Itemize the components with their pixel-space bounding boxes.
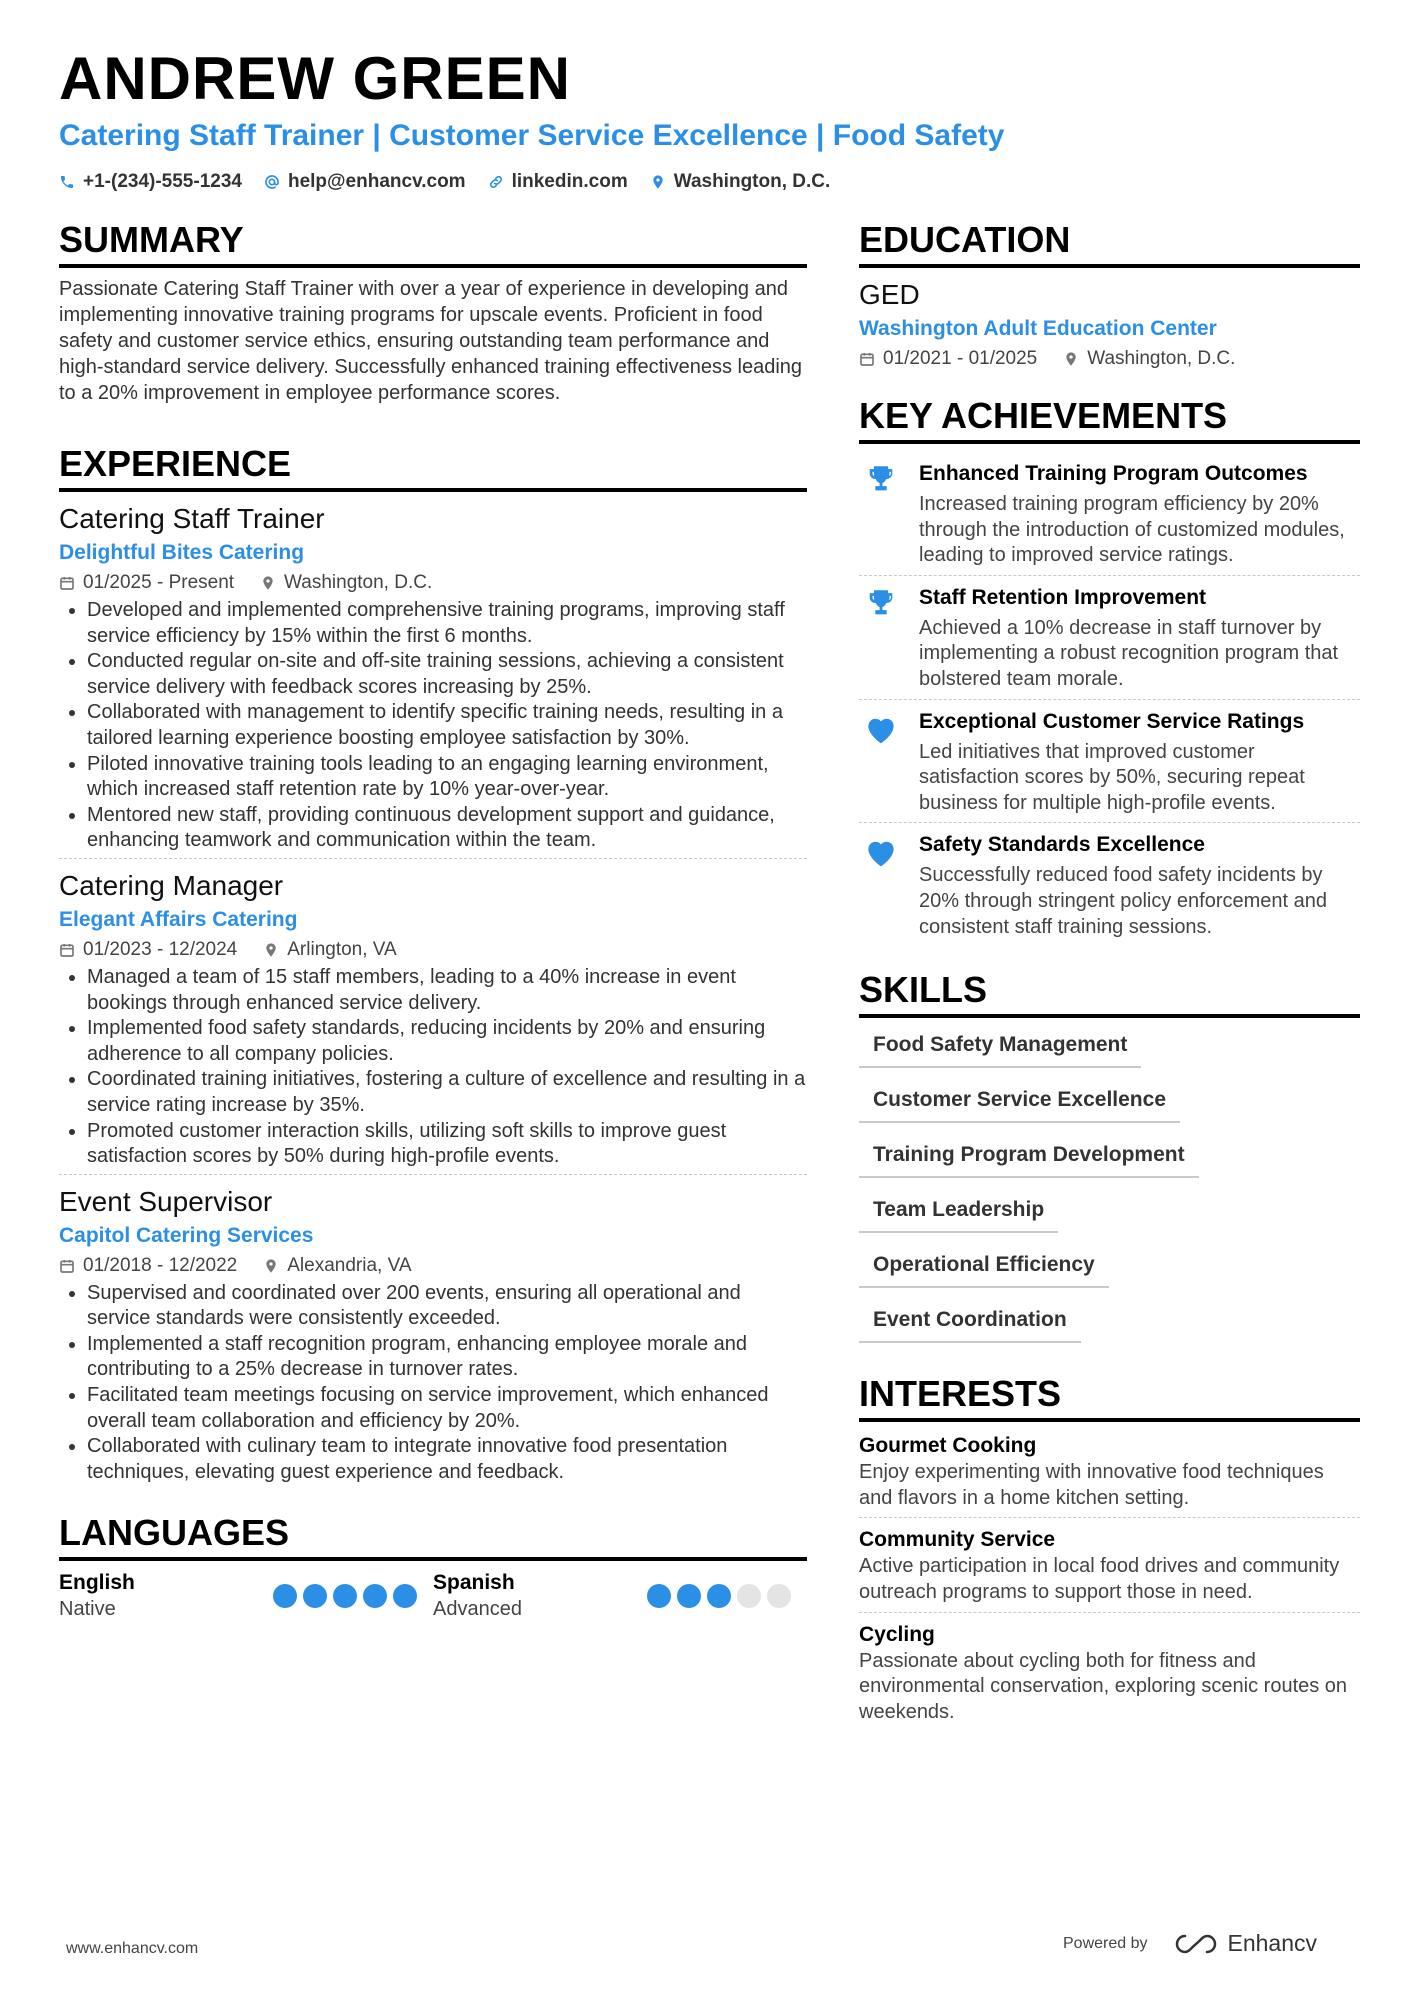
headline-title: Catering Staff Trainer | Customer Service Excellence | Food Safety <box>59 119 1005 152</box>
languages-list <box>59 1569 807 1623</box>
bullet: • Supervised and coordinated over 200 events, ensuring all operational and service standards were consistently exceeded. <box>87 1281 807 1332</box>
rating-dot-filled <box>647 1584 671 1608</box>
job-company: Elegant Affairs Catering <box>59 907 298 931</box>
education-school: Washington Adult Education Center <box>859 317 1217 340</box>
rating-dot-filled <box>363 1584 387 1608</box>
achievement-desc: Led initiatives that improved customer satisfaction scores by 50%, securing repeat business for multiple high-profile events. <box>919 740 1305 814</box>
bullet: • Collaborated with culinary team to integrate innovative food presentation techniques, elevating guest experience and feedback. <box>87 1434 807 1485</box>
experience-heading: EXPERIENCE <box>59 442 807 492</box>
contact-location <box>650 170 831 194</box>
link-icon <box>488 174 504 190</box>
at-icon <box>264 174 280 190</box>
language-level: Native <box>59 1598 116 1621</box>
achievement-desc: Increased training program efficiency by 20% through the introduction of customized modules, leading to improved service ratings. <box>919 493 1345 567</box>
experience-entry <box>59 1183 807 1490</box>
bullet: • Mentored new staff, providing continuous development support and guidance, enhancing teamwork and communication within the team. <box>87 803 807 854</box>
phone-icon <box>59 174 75 190</box>
location-pin-icon <box>263 942 279 958</box>
interest-item <box>859 1524 1360 1612</box>
job-bullets <box>59 965 807 1170</box>
skill-tag: Operational Efficiency <box>859 1246 1109 1288</box>
rating-dot-filled <box>707 1584 731 1608</box>
job-company: Delightful Bites Catering <box>59 541 305 564</box>
footer-branding <box>1063 1930 1317 1957</box>
bullet: • Conducted regular on-site and off-site training sessions, achieving a consistent service delivery with feedback scores increasing by 25%. <box>87 649 807 700</box>
enhancv-logo[interactable] <box>1174 1930 1318 1957</box>
interest-item <box>859 1430 1360 1518</box>
left-column <box>59 218 807 1623</box>
skills-heading: SKILLS <box>859 968 1360 1018</box>
achievement-title: Safety Standards Excellence <box>919 833 1205 857</box>
language-item <box>59 1569 433 1623</box>
job-meta <box>59 935 807 965</box>
right-column <box>859 218 1360 1737</box>
enhancv-logo-icon <box>1174 1933 1218 1955</box>
interest-desc: Passionate about cycling both for fitness and environmental conservation, exploring scenic routes on weekends. <box>859 1649 1348 1723</box>
bullet: • Managed a team of 15 staff members, leading to a 40% increase in event bookings through enhanced service delivery. <box>87 965 807 1016</box>
interest-title: Community Service <box>859 1528 1056 1552</box>
email-text: help@enhancv.com <box>287 171 466 192</box>
rating-dot-filled <box>273 1584 297 1608</box>
rating-dot-filled <box>393 1584 417 1608</box>
bullet: • Implemented food safety standards, reducing incidents by 20% and ensuring adherence to all company policies. <box>87 1016 807 1067</box>
achievement-item <box>859 823 1360 946</box>
job-location: Arlington, VA <box>287 938 397 960</box>
job-meta <box>59 1251 807 1281</box>
summary-heading: SUMMARY <box>59 218 807 268</box>
rating-dot-empty <box>767 1584 791 1608</box>
education-meta <box>859 344 1360 374</box>
job-dates: 01/2025 - Present <box>83 572 235 593</box>
trophy-icon <box>864 462 898 496</box>
language-name: Spanish <box>433 1571 515 1595</box>
job-location: Washington, D.C. <box>284 572 433 593</box>
contact-phone[interactable] <box>59 170 242 194</box>
linkedin-text: linkedin.com <box>511 171 628 192</box>
candidate-name: ANDREW GREEN <box>59 45 572 112</box>
bullet: • Collaborated with management to identify specific training needs, resulting in a tailored learning experience boosting employee satisfaction by 30%. <box>87 700 807 751</box>
language-name: English <box>59 1571 135 1595</box>
job-location: Alexandria, VA <box>287 1254 412 1276</box>
rating-dot-empty <box>737 1584 761 1608</box>
job-bullets <box>59 598 807 854</box>
job-meta <box>59 568 807 598</box>
bullet: • Facilitated team meetings focusing on service improvement, which enhanced overall team collaboration and efficiency by 20%. <box>87 1383 807 1434</box>
trophy-icon <box>864 586 898 620</box>
rating-dot-filled <box>303 1584 327 1608</box>
contact-bar <box>59 170 830 194</box>
achievement-title: Staff Retention Improvement <box>919 585 1207 609</box>
language-level: Advanced <box>433 1598 522 1621</box>
calendar-icon <box>59 575 75 591</box>
heart-icon <box>862 833 900 871</box>
job-company: Capitol Catering Services <box>59 1223 314 1247</box>
interest-desc: Enjoy experimenting with innovative food techniques and flavors in a home kitchen setting. <box>859 1461 1324 1509</box>
language-rating <box>647 1584 791 1608</box>
achievements-heading: KEY ACHIEVEMENTS <box>859 394 1360 444</box>
location-text: Washington, D.C. <box>673 171 831 192</box>
achievement-item <box>859 452 1360 576</box>
contact-email[interactable] <box>264 170 466 194</box>
location-pin-icon <box>650 174 666 190</box>
job-role: Catering Manager <box>59 869 284 901</box>
bullet: • Promoted customer interaction skills, utilizing soft skills to improve guest satisfaction scores by 50% during high-profile events. <box>87 1119 807 1170</box>
education-degree: GED <box>859 279 920 310</box>
job-dates: 01/2023 - 12/2024 <box>83 938 238 960</box>
achievement-title: Exceptional Customer Service Ratings <box>919 709 1305 733</box>
skill-tag: Event Coordination <box>859 1301 1081 1343</box>
interest-item <box>859 1619 1360 1732</box>
achievement-desc: Achieved a 10% decrease in staff turnover by implementing a robust recognition program that bolstered team morale. <box>919 616 1339 690</box>
powered-by-label: Powered by <box>1063 1934 1148 1952</box>
skill-tag: Food Safety Management <box>859 1026 1141 1068</box>
achievement-title: Enhanced Training Program Outcomes <box>919 462 1308 485</box>
job-dates: 01/2018 - 12/2022 <box>83 1254 238 1276</box>
bullet: • Piloted innovative training tools leading to an engaging learning environment, which increased staff retention rate by 10% year-over-year. <box>87 752 807 803</box>
location-pin-icon <box>263 1258 279 1274</box>
brand-name: Enhancv <box>1227 1930 1318 1956</box>
languages-heading: LANGUAGES <box>59 1511 807 1561</box>
calendar-icon <box>59 1258 75 1274</box>
bullet: • Developed and implemented comprehensive training programs, improving staff service efficiency by 15% within the first 6 months. <box>87 598 807 649</box>
job-bullets <box>59 1281 807 1486</box>
summary-text: Passionate Catering Staff Trainer with over a year of experience in developing and implementing innovative training programs for upscale events. Proficient in food safety and customer service ethics, ensuring outstanding team performance and high-standard service delivery. Successfully enhanced training effectiveness leading to a 20% improvement in employee performance scores. <box>59 278 803 404</box>
interest-title: Cycling <box>859 1622 935 1646</box>
education-dates: 01/2021 - 01/2025 <box>883 348 1038 369</box>
education-heading: EDUCATION <box>859 218 1360 268</box>
experience-entry <box>59 500 807 859</box>
phone-text: +1-(234)-555-1234 <box>83 171 242 192</box>
interest-desc: Active participation in local food drives and community outreach programs to support those in need. <box>859 1555 1340 1603</box>
experience-entry <box>59 867 807 1175</box>
rating-dot-filled <box>333 1584 357 1608</box>
skill-tag: Training Program Development <box>859 1136 1199 1178</box>
location-pin-icon <box>1063 351 1079 367</box>
achievement-desc: Successfully reduced food safety incidents by 20% through stringent policy enforcement and consistent staff training sessions. <box>919 864 1328 938</box>
footer-website[interactable]: www.enhancv.com <box>66 1940 199 1957</box>
interests-heading: INTERESTS <box>859 1372 1360 1422</box>
bullet: • Implemented a staff recognition program, enhancing employee morale and contributing to a 25% decrease in turnover rates. <box>87 1332 807 1383</box>
skills-list <box>859 1026 1360 1356</box>
language-item <box>433 1569 807 1623</box>
achievement-item <box>859 700 1360 824</box>
contact-linkedin[interactable] <box>488 170 628 194</box>
language-rating <box>273 1584 417 1608</box>
heart-icon <box>862 710 900 748</box>
bullet: • Coordinated training initiatives, fostering a culture of excellence and resulting in a service rating increase by 35%. <box>87 1067 807 1118</box>
interest-title: Gourmet Cooking <box>859 1434 1037 1458</box>
skill-tag: Team Leadership <box>859 1191 1058 1233</box>
achievement-item <box>859 576 1360 700</box>
calendar-icon <box>859 351 875 367</box>
skill-tag: Customer Service Excellence <box>859 1081 1180 1123</box>
location-pin-icon <box>260 575 276 591</box>
job-role: Event Supervisor <box>59 1185 273 1217</box>
rating-dot-filled <box>677 1584 701 1608</box>
education-location: Washington, D.C. <box>1087 348 1236 369</box>
job-role: Catering Staff Trainer <box>59 503 325 534</box>
calendar-icon <box>59 942 75 958</box>
